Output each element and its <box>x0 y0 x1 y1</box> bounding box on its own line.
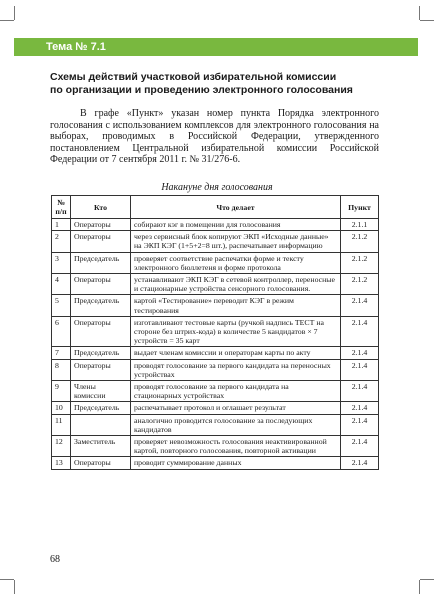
row-number: 2 <box>52 231 71 252</box>
row-number: 3 <box>52 252 71 273</box>
row-point: 2.1.4 <box>341 414 379 435</box>
row-number: 12 <box>52 436 71 457</box>
row-point: 2.1.2 <box>341 252 379 273</box>
table-caption: Накануне дня голосования <box>161 182 273 193</box>
row-what: проводят голосование за первого кандидата на стационарных устройствах <box>131 381 341 402</box>
row-point: 2.1.4 <box>341 436 379 457</box>
row-who: Операторы <box>71 457 131 469</box>
section-title-line2: по организации и проведению электронного голосования <box>50 84 353 96</box>
row-point: 2.1.4 <box>341 381 379 402</box>
row-what: проверяет соответствие распечатки форме и тексту электронного бюллетеня и форме протокола <box>131 252 341 273</box>
header-who: Кто <box>71 196 131 219</box>
row-number: 10 <box>52 402 71 414</box>
crop-mark-top-left-v <box>14 6 15 20</box>
table-row <box>52 231 379 252</box>
row-number: 5 <box>52 295 71 316</box>
row-what: проверяет невозможность голосования неактивированной картой, повторного голосования, повторной активации <box>131 436 341 457</box>
header-what: Что делает <box>131 196 341 219</box>
crop-mark-top-right-v <box>419 6 420 20</box>
row-who: Операторы <box>71 274 131 295</box>
crop-mark-bottom-right-h <box>420 579 434 580</box>
row-number: 6 <box>52 316 71 347</box>
header-num: № п/п <box>52 196 71 219</box>
table-row <box>52 316 379 347</box>
actions-table <box>51 195 379 470</box>
row-number: 4 <box>52 274 71 295</box>
table-row <box>52 274 379 295</box>
table-header-row <box>52 196 379 219</box>
crop-mark-bottom-left-h <box>0 579 14 580</box>
row-what: картой «Тестирование» переводит КЭГ в режим тестирования <box>131 295 341 316</box>
row-who: Операторы <box>71 231 131 252</box>
table-row <box>52 414 379 435</box>
row-who: Операторы <box>71 219 131 231</box>
row-who: Операторы <box>71 316 131 347</box>
row-point: 2.1.2 <box>341 274 379 295</box>
row-point: 2.1.4 <box>341 295 379 316</box>
topic-label: Тема № 7.1 <box>46 41 106 53</box>
row-point: 2.1.4 <box>341 402 379 414</box>
row-who: Председатель <box>71 347 131 359</box>
table-row <box>52 436 379 457</box>
row-what: устанавливают ЭКП КЭГ в сетевой контроллер, переносные и стационарные устройства сенсорного голосования. <box>131 274 341 295</box>
table-row <box>52 252 379 273</box>
row-what: изготавливают тестовые карты (ручкой надпись ТЕСТ на стороне без штрих-кода) в количестве 5 кандидатов × 7 устройств = 35 карт <box>131 316 341 347</box>
crop-mark-top-right-h <box>420 20 434 21</box>
intro-paragraph: В графе «Пункт» указан номер пункта Порядка электронного голосования с использованием комплексов для электронного голосования на выборах, проводимых в Российской Федерации, утвержденного постановлением Центральной избирательной комиссии Российской Федерации от 7 сентября 2011 г. № 31/276-6. <box>50 108 379 166</box>
row-who: Председатель <box>71 402 131 414</box>
crop-mark-bottom-left-v <box>14 580 15 594</box>
page-number: 68 <box>50 554 60 565</box>
row-what: выдает членам комиссии и операторам карты по акту <box>131 347 341 359</box>
row-what: распечатывает протокол и оглашает результат <box>131 402 341 414</box>
table-row <box>52 381 379 402</box>
row-point: 2.1.4 <box>341 347 379 359</box>
row-who: Председатель <box>71 295 131 316</box>
table-row <box>52 359 379 380</box>
table-row <box>52 402 379 414</box>
row-point: 2.1.4 <box>341 457 379 469</box>
row-point: 2.1.4 <box>341 359 379 380</box>
section-title <box>50 71 390 97</box>
row-number: 1 <box>52 219 71 231</box>
row-what: через сервисный блок копируют ЭКП «Исходные данные» на ЭКП КЭГ (1+5+2=8 шт.), распечатывает информацию <box>131 231 341 252</box>
row-number: 9 <box>52 381 71 402</box>
row-number: 13 <box>52 457 71 469</box>
row-who: Члены комиссии <box>71 381 131 402</box>
table-row <box>52 457 379 469</box>
row-number: 11 <box>52 414 71 435</box>
row-number: 8 <box>52 359 71 380</box>
section-title-line1: Схемы действий участковой избирательной комиссии <box>50 71 337 83</box>
table-row <box>52 295 379 316</box>
row-number: 7 <box>52 347 71 359</box>
row-what: проводит суммирование данных <box>131 457 341 469</box>
row-point: 2.1.2 <box>341 231 379 252</box>
table-row <box>52 347 379 359</box>
row-what: собирают кэг в помещении для голосования <box>131 219 341 231</box>
row-point: 2.1.4 <box>341 316 379 347</box>
table-row <box>52 219 379 231</box>
topic-header-bar <box>14 38 418 56</box>
row-what: аналогично проводится голосование за последующих кандидатов <box>131 414 341 435</box>
crop-mark-bottom-right-v <box>419 580 420 594</box>
row-what: проводят голосование за первого кандидата на переносных устройствах <box>131 359 341 380</box>
row-who: Операторы <box>71 359 131 380</box>
row-point: 2.1.1 <box>341 219 379 231</box>
row-who: Заместитель <box>71 436 131 457</box>
crop-mark-top-left-h <box>0 20 14 21</box>
row-who: Председатель <box>71 252 131 273</box>
row-who <box>71 414 131 435</box>
header-point: Пункт <box>341 196 379 219</box>
